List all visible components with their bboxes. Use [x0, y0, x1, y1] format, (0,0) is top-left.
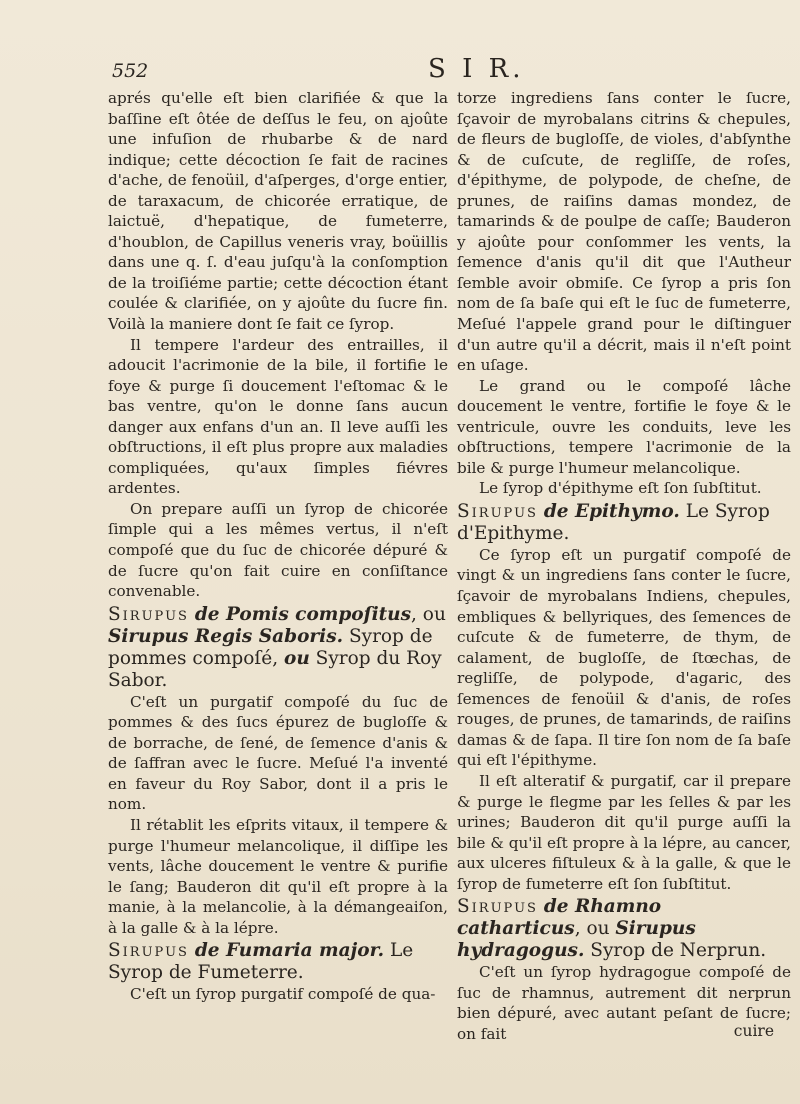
left-column: [108, 88, 448, 1005]
catchword: cuire: [733, 1022, 774, 1040]
heading-latin-word: Sirupus: [457, 500, 538, 522]
entry-heading: [457, 501, 791, 545]
entry-heading: [457, 896, 791, 962]
heading-latin-title: Sirupus Regis Saboris.: [108, 625, 344, 647]
paragraph: Le grand ou le compoſé lâche doucement le ventre, fortifie le foye & le ventricule, ouvre les conduits, leve les obſtructions, tempere l'acrimonie de la bile & purge l'humeur melancolique.: [457, 376, 791, 477]
entry-heading: [108, 604, 448, 692]
heading-french-title: Le Syrop d'Epithyme.: [457, 500, 770, 544]
right-column: [457, 88, 791, 1044]
heading-french-title: Syrop de Nerprun.: [590, 940, 767, 962]
heading-latin-word: Sirupus: [108, 940, 189, 962]
heading-conjunction: , ou: [574, 918, 610, 940]
heading-french-title: Syrop de pommes compoſé,: [108, 625, 433, 669]
entry-heading: [108, 940, 448, 984]
heading-latin-title: de Pomis compoſitus: [194, 603, 412, 625]
paragraph: Il tempere l'ardeur des entrailles, il adoucit l'acrimonie de la bile, il fortifie le foye & purge ſi doucement l'eſtomac & le bas ventre, qu'on le donne ſans aucun danger aux enfans d'un an. Il leve auſſi les obſtructions, il eſt plus propre aux maladies compliquées, qu'aux ſimples fiévres ardentes.: [108, 335, 448, 498]
heading-french-title: Le Syrop de Fumeterre.: [108, 940, 414, 984]
paragraph: torze ingrediens ſans conter le ſucre, ſçavoir de myrobalans citrins & chepules, de fleurs de bugloſſe, de violes, d'abſynthe & de cuſcute, de regliſſe, de roſes, d'épithyme, de polypode, de cheſne, de prunes, de raiſins damas mondez, de tamarinds & de poulpe de caſſe; Bauderon y ajoûte pour conſommer les vents, la ſemence d'anis qu'il dit que l'Autheur ſemble avoir obmiſe. Ce ſyrop a pris ſon nom de ſa baſe qui eſt le ſuc de fumeterre, Meſué l'appele grand pour le diſtinguer d'un autre qu'il a décrit, mais il n'eſt point en uſage.: [457, 89, 791, 375]
page-header: [108, 52, 760, 88]
paragraph: C'eſt un purgatif compoſé du ſuc de pommes & des ſucs épurez de bugloſſe & de borrache, de ſené, de ſemence d'anis & de ſaffran avec le ſucre. Meſué l'a inventé en faveur du Roy Sabor, dont il a pris le nom.: [108, 692, 448, 814]
page-number: 552: [112, 60, 149, 82]
paragraph: Il rétablit les eſprits vitaux, il tempere & purge l'humeur melancolique, il diſſipe les vents, lâche doucement le ventre & purifie le ſang; Bauderon dit qu'il eſt propre à la manie, à la melancolie, à la démangeaiſon, à la galle & à la lépre.: [108, 815, 448, 937]
heading-latin-title: de Rhamno catharticus: [457, 896, 662, 940]
running-head: S I R.: [428, 54, 525, 84]
paragraph: Il eſt alteratif & purgatif, car il prepare & purge le flegme par les ſelles & par les urines; Bauderon dit qu'il purge auſſi la bile & qu'il eſt propre à la lépre, au cancer, aux ulceres fiſtuleux & à la galle, & que le ſyrop de fumeterre eſt ſon ſubſtitut.: [457, 771, 791, 893]
paragraph: C'eſt un ſyrop purgatif compoſé de qua-: [130, 985, 436, 1004]
heading-latin-title: Sirupus hydragogus.: [457, 918, 696, 962]
paragraph: On prepare auſſi un ſyrop de chicorée ſimple qui a les mêmes vertus, il n'eſt compoſé que du ſuc de chicorée dépuré & de ſucre qu'on fait cuire en conſiſtance convenable.: [108, 499, 448, 601]
heading-latin-title: de Fumaria major.: [194, 940, 385, 962]
heading-latin-word: Sirupus: [457, 896, 538, 918]
heading-conjunction: ou: [283, 647, 310, 669]
heading-french-title: Syrop du Roy Sabor.: [108, 647, 442, 691]
paragraph: aprés qu'elle eſt bien clarifiée & que la baſſine eſt ôtée de deſſus le feu, on ajoûte une infuſion de rhubarbe & de nard indique; cette décoction ſe fait de racines d'ache, de fenoüil, d'aſperges, d'orge entier, de taraxacum, de chicorée erratique, de laictuë, d'hepatique, de fumeterre, d'houblon, de Capillus veneris vray, boüillis dans une q. ſ. d'eau juſqu'à la conſomption de la troiſiéme partie; cette décoction étant coulée & clarifiée, on y ajoûte du ſucre fin. Voilà la maniere dont ſe fait ce ſyrop.: [108, 89, 448, 334]
paragraph: C'eſt un ſyrop hydragogue compoſé de ſuc de rhamnus, autrement dit nerprun bien dépuré, avec autant peſant de ſucre; on fait: [457, 963, 791, 1043]
heading-conjunction: , ou: [411, 603, 446, 625]
heading-latin-word: Sirupus: [108, 603, 189, 625]
paragraph: Le ſyrop d'épithyme eſt ſon ſubſtitut.: [479, 479, 762, 498]
heading-latin-title: de Epithymo.: [543, 500, 680, 522]
paragraph: Ce ſyrop eſt un purgatif compoſé de vingt & un ingrediens ſans conter le ſucre, ſçavoir de myrobalans Indiens, chepules, embliques & bellyriques, des ſemences de cuſcute & de fumeterre, de thym, de calament, de bugloſſe, de ſtœchas, de regliſſe, de polypode, d'agaric, des ſemences de fenoüil & d'anis, de roſes rouges, de prunes, de tamarinds, de raiſins damas & de ſapa. Il tire ſon nom de ſa baſe qui eſt l'épithyme.: [457, 545, 791, 770]
